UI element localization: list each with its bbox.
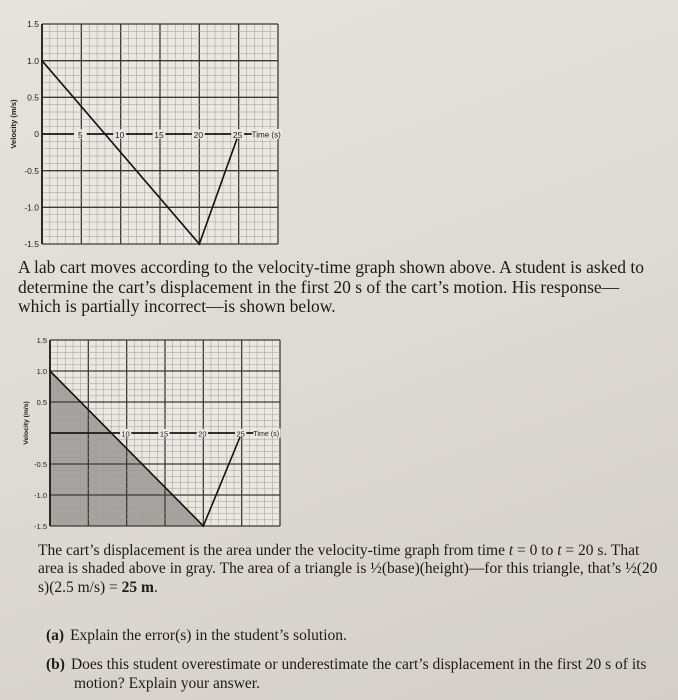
y-tick-label: -1.5	[24, 239, 39, 250]
question-a-text: Explain the error(s) in the student’s solution.	[70, 627, 347, 644]
question-b-label: (b)	[46, 656, 65, 673]
y-tick-label: -1.0	[34, 490, 47, 500]
x-tick-label: 20	[198, 429, 207, 439]
y-tick-label: 0	[34, 129, 39, 140]
y-tick-label: 1.0	[36, 366, 47, 376]
y-axis-title: Velocity (m/s)	[9, 99, 18, 149]
y-tick-label: 0.5	[36, 397, 47, 407]
question-a-label: (a)	[46, 627, 65, 644]
response-part-3: = 20 s. That area is shaded above in gray. The area of a triangle is ½(base)(height)—for this triangle, that’s ½(20 s)(2.5 m/s) =	[38, 542, 658, 596]
y-tick-label: -1.5	[34, 521, 47, 531]
response-part-2: = 0 to	[513, 542, 558, 559]
y-tick-label: -1.0	[24, 202, 39, 213]
response-answer: 25 m	[121, 578, 154, 596]
x-tick-label: 5	[77, 129, 83, 140]
x-tick-label: 15	[154, 129, 164, 140]
velocity-point	[49, 370, 51, 372]
velocity-time-graph-top	[8, 14, 288, 250]
x-tick-label: 25	[232, 129, 243, 140]
response-part-1: The cart’s displacement is the area under the velocity-time graph from time	[38, 542, 509, 559]
x-tick-label: 15	[159, 429, 169, 439]
y-tick-label: 1.5	[36, 335, 47, 345]
y-tick-label: -0.5	[34, 459, 47, 469]
x-axis-title: Time (s)	[253, 430, 280, 438]
velocity-point	[41, 60, 43, 62]
velocity-time-graph-shaded	[22, 334, 290, 534]
y-axis-title: Velocity (m/s)	[23, 401, 30, 445]
problem-intro-text: A lab cart moves according to the velocity-time graph shown above. A student is asked to determine the cart’s displacement in the first 20 s of the cart’s motion. His response—which is partially incorrect—is shown below.	[18, 257, 644, 317]
response-var-t1: t	[508, 542, 514, 559]
x-tick-label: 25	[236, 429, 245, 439]
y-tick-label: -0.5	[24, 165, 39, 176]
x-tick-label: 10	[121, 429, 130, 439]
y-tick-label: 1.5	[27, 19, 39, 30]
response-var-t2: t	[557, 542, 562, 559]
velocity-point	[202, 525, 204, 527]
response-end: .	[153, 578, 158, 596]
x-axis-title: Time (s)	[251, 130, 281, 140]
y-tick-label: 1.0	[27, 55, 39, 66]
student-response-text	[38, 542, 658, 597]
question-a	[46, 627, 658, 646]
question-b	[46, 656, 678, 693]
question-b-text: Does this student overestimate or underestimate the cart’s displacement in the first 20 s of its motion? Explain your answer.	[70, 656, 647, 692]
y-tick-label: 0.5	[27, 92, 39, 103]
velocity-point	[198, 243, 200, 245]
x-tick-label: 20	[193, 129, 204, 140]
x-tick-label: 10	[114, 129, 125, 140]
